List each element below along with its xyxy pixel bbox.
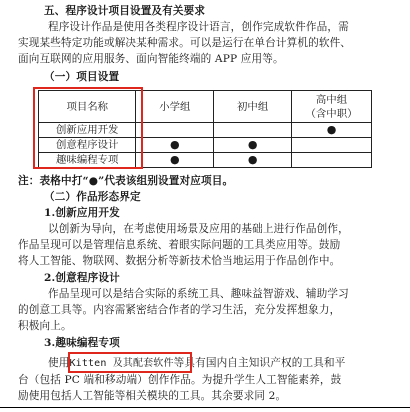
- paragraph-line: [48, 356, 410, 371]
- bullet-cell: ●: [292, 123, 372, 138]
- table-header-cell: 初中组: [214, 91, 292, 123]
- item-heading: 1.创新应用开发: [44, 207, 120, 219]
- table-header-cell: 小学组: [136, 91, 214, 123]
- table-row: [39, 138, 372, 153]
- paragraph-line: 积极向上。: [18, 320, 72, 332]
- text-span: 使用: [48, 357, 70, 369]
- paragraph-line: 作品呈现可以是管理信息系统、着眼实际问题的工具类应用等。鼓励: [18, 239, 341, 251]
- paragraph-line: 台（包括 PC 端和移动端）创作作品。为提升学生人工智能素养，鼓: [18, 374, 342, 386]
- project-name-cell: 创新应用开发: [39, 123, 136, 138]
- bullet-cell: [292, 153, 372, 168]
- page-divider: [0, 407, 410, 408]
- paragraph-line: 励使用包括人工智能等相关模块的工具。其余要求同 2。: [18, 390, 287, 402]
- item-heading: 3.趣味编程专项: [44, 337, 120, 349]
- bullet-cell: [136, 123, 214, 138]
- header-line: （含中职）: [305, 107, 358, 120]
- table-header-cell: [292, 91, 372, 123]
- project-table: [38, 90, 372, 168]
- project-name-cell: 创意程序设计: [39, 138, 136, 153]
- header-line: 高中组: [315, 93, 348, 106]
- paragraph-line: 程序设计作品是使用各类程序设计语言，创作完成软件作品，需: [48, 21, 349, 33]
- paragraph-line: 面向互联网的应用服务、面向智能终端的 APP 应用等。: [18, 53, 284, 65]
- bullet-cell: ●: [136, 153, 214, 168]
- paragraph-line: 将人工智能、物联网、数据分析等新技术恰当地运用于作品创作中。: [18, 255, 341, 267]
- bullet-cell: [292, 138, 372, 153]
- table-row: [39, 123, 372, 138]
- paragraph-line: 以创新为导向，在考虑使用场景及应用的基础上进行作品创作，: [48, 223, 349, 235]
- highlighted-text: Kitten 及其配套软件: [69, 358, 174, 369]
- paragraph-line: 作品呈现可以是结合实际的系统工具、趣味益智游戏、辅助学习: [48, 288, 349, 300]
- table-header-cell: 项目名称: [39, 91, 136, 123]
- bullet-cell: [214, 123, 292, 138]
- table-header-row: [39, 91, 372, 123]
- section-heading: 五、程序设计项目设置及有关要求: [44, 5, 206, 17]
- text-span: 等具有国内自主知识产权的工具和平: [173, 357, 346, 369]
- project-name-cell: 趣味编程专项: [39, 153, 136, 168]
- subsection-heading: （二）作品形态界定: [44, 191, 141, 203]
- item-heading: 2.创意程序设计: [44, 272, 120, 284]
- bullet-cell: ●: [214, 153, 292, 168]
- subsection-heading: （一）项目设置: [44, 71, 120, 83]
- table-note: 注：表格中打“●”代表该组别设置对应项目。: [18, 175, 234, 187]
- bullet-cell: ●: [136, 138, 214, 153]
- bullet-cell: ●: [214, 138, 292, 153]
- table-row: [39, 153, 372, 168]
- paragraph-line: 的创意工具等。内容需紧密结合作者的学习生活，充分发挥想象力，: [18, 304, 341, 316]
- paragraph-line: 实现某些特定功能或解决某种需求。可以是运行在单台计算机的软件、: [18, 37, 352, 49]
